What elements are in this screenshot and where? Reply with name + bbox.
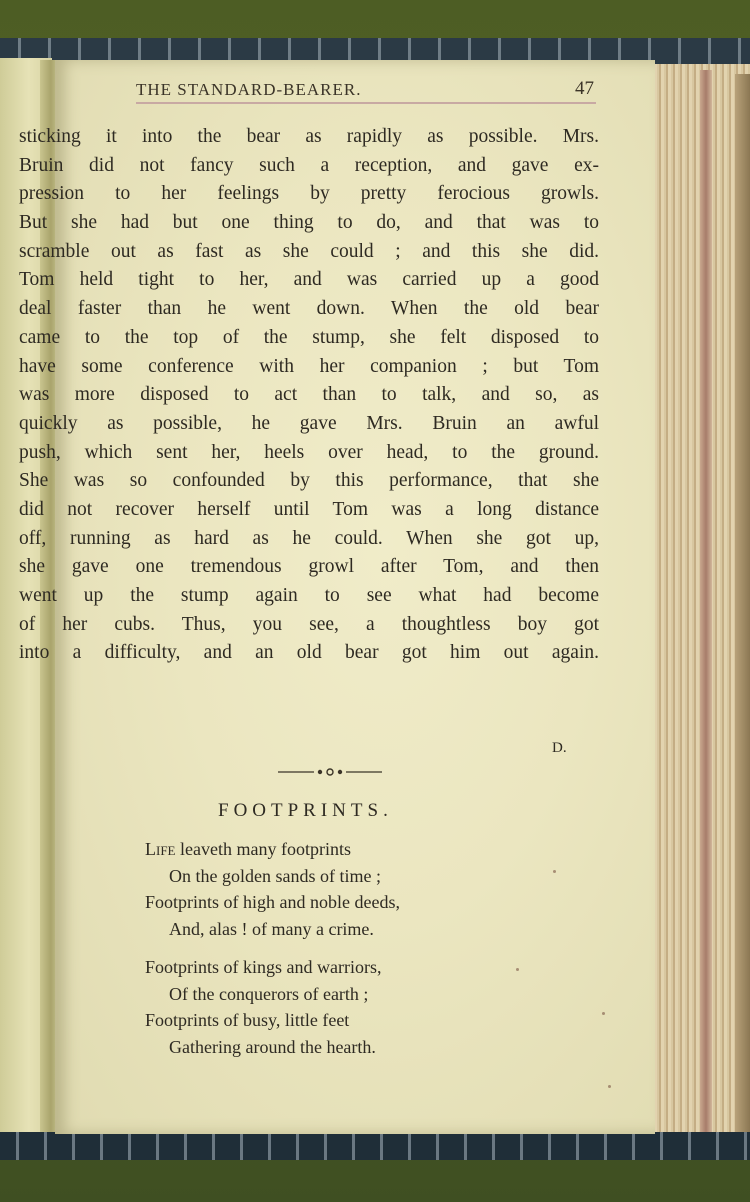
text-line: Tom held tight to her, and was carried up a good <box>19 269 599 291</box>
text-line: deal faster than he went down. When the old bear <box>19 298 599 320</box>
text-line: Bruin did not fancy such a reception, and gave ex- <box>19 154 599 176</box>
poem-line-text: leaveth many footprints <box>180 839 351 859</box>
text-line: pression to her feelings by pretty ferocious growls. <box>19 183 599 205</box>
book-spine-bottom <box>0 1132 750 1160</box>
text-line: quickly as possible, he gave Mrs. Bruin an awful <box>19 412 599 434</box>
ornament-divider <box>278 765 382 779</box>
poem-line: Gathering around the hearth. <box>169 1036 376 1057</box>
poem-line: Footprints of busy, little feet <box>145 1010 350 1030</box>
text-line: went up the stump again to see what had become <box>19 585 599 606</box>
paper-speck <box>602 1012 605 1015</box>
poem-line: Footprints of high and noble deeds, <box>145 892 400 912</box>
author-signature: D. <box>552 740 567 756</box>
text-line: sticking it into the bear as rapidly as possible. Mrs. <box>19 126 599 147</box>
paper-speck <box>608 1085 611 1088</box>
poem-line: On the golden sands of time ; <box>169 865 381 886</box>
text-line: she gave one tremendous growl after Tom, and then <box>19 556 599 578</box>
story-text <box>19 123 599 668</box>
text-line: came to the top of the stump, she felt disposed to <box>19 326 599 348</box>
text-line: off, running as hard as he could. When she got up, <box>19 527 599 549</box>
poem-line <box>145 836 400 863</box>
stanza-break <box>145 942 400 954</box>
paper-speck <box>553 870 556 873</box>
drop-cap: L <box>145 839 156 859</box>
text-line: into a difficulty, and an old bear got him out again. <box>19 642 599 664</box>
poem-line: And, alas ! of many a crime. <box>169 918 374 939</box>
text-line: She was so confounded by this performance, that she <box>19 470 599 492</box>
text-line: push, which sent her, heels over head, to the ground. <box>19 441 599 463</box>
paper-speck <box>516 968 519 971</box>
text-line: of her cubs. Thus, you see, a thoughtless boy got <box>19 613 599 635</box>
text-line: have some conference with her companion ; but Tom <box>19 355 599 377</box>
poem-title: FOOTPRINTS. <box>218 800 393 821</box>
text-line: was more disposed to act than to talk, and so, as <box>19 384 599 406</box>
running-head: THE STANDARD-BEARER. <box>136 80 362 99</box>
poem-line: Footprints of kings and warriors, <box>145 957 382 977</box>
poem-line: Of the conquerors of earth ; <box>169 983 369 1004</box>
text-line: did not recover herself until Tom was a long distance <box>19 498 599 520</box>
page-number: 47 <box>575 78 594 99</box>
text-line: scramble out as fast as she could ; and this she did. <box>19 240 599 262</box>
text-line: But she had but one thing to do, and that was to <box>19 212 599 234</box>
book-cover-edge <box>735 74 750 1150</box>
poem-body <box>145 836 400 1060</box>
page-edge-tint <box>700 70 712 1148</box>
page-header <box>136 80 596 110</box>
small-caps-word: IFE <box>156 843 176 858</box>
header-rule <box>136 102 596 104</box>
